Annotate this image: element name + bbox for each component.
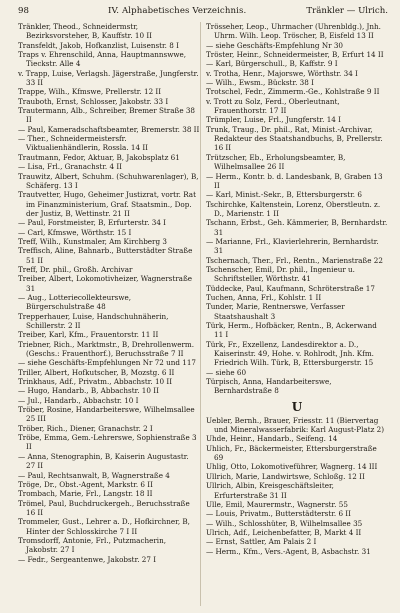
directory-entry: — Aug., Lotteriecollekteurswe, Bürgerschulstraße 48	[18, 292, 132, 312]
directory-entry: Trunk, Traug., Dr. phil., Rat, Minist.-Archivar, Redakteur des Staatshandbuchs, B, Prellerstr. 16 II	[206, 124, 383, 153]
directory-entry: Tschenscher, Emil, Dr. phil., Ingenieur u. Schriftsteller, Wörthstr. 41	[206, 264, 355, 284]
directory-entry: Tröbe, Emma, Gem.-Lehrerswe, Sophienstraße 3 II	[18, 433, 197, 452]
directory-entry: Trotschel, Fedr., Zimmerm.-Ge., Kohlstraße 9 II	[206, 87, 380, 97]
directory-entry: Treffisch, Aline, Bahnarb., Butterstädter Straße 51 II	[18, 246, 193, 265]
directory-entry: — Hugo, Handarb., B, Abbachstr. 10 II	[18, 386, 159, 396]
directory-entry: Tröge, Dr., Obst.-Agent, Markstr. 6 II	[18, 479, 153, 489]
directory-entry: Trommeler, Gust., Lehrer a. D., Hofkirchner, B, Hinter der Schlosskirche 7 I II	[18, 517, 190, 536]
directory-entry: Trauboth, Ernst, Schlosser, Jakobstr. 33 I	[18, 96, 169, 106]
directory-entry: Tschernach, Ther., Frl., Rentn., Marienstraße 22	[206, 255, 383, 265]
directory-entry: — Paul, Kameradschaftsbeamter, Bremerstr. 38 II	[18, 124, 200, 134]
directory-entry: Treiber, Karl, Kfm., Frauentorstr. 11 II	[18, 330, 159, 340]
directory-entry: — Paul, Forstmeister, B, Erfurterstr. 34 I	[18, 218, 167, 228]
directory-entry: Türk, Fr., Exzellenz, Landesdirektor a. D., Kaiserinstr. 49, Hohe. v. Rohlrodt, Jnh. Kfm. Friedrich Wilh. Türk, B, Ettersburgerstr. 15	[206, 339, 374, 368]
directory-entry: Trömel, Paul, Buchdruckergeh., Beruchsstraße 16 II	[18, 498, 190, 517]
directory-entry: Trümpler, Luise, Frl., Jungferstr. 14 I	[206, 115, 341, 125]
directory-entry: Trappe, Wilh., Kfmswe, Prellerstr. 12 II	[18, 87, 162, 97]
directory-entry: — Carl, Kfmswe, Wörthstr. 15 I	[18, 227, 132, 237]
directory-entry: — Jul., Handarb., Abbachstr. 10 I	[18, 395, 139, 405]
directory-entry: Türpisch, Anna, Handarbeiterswe, Bernhardstraße 8	[206, 377, 332, 396]
directory-entry: Tröber, Rosine, Handarbeiterswe, Wilhelmsallee 25 III	[18, 405, 195, 424]
directory-entry: Tränkler, Theod., Schneidermstr, Bezirksvorsteher, B, Kauffstr. 10 II	[18, 22, 152, 41]
section-letter-heading: U	[291, 399, 303, 414]
directory-entry: — Anna, Stenographin, B, Kaiserin Augustastr. 27 II	[18, 451, 189, 471]
directory-entry: Tuchen, Anna, Frl., Kohlstr. 1 II	[206, 292, 322, 302]
directory-entry: — Louis, Privatm., Butterstädterstr. 6 II	[206, 509, 351, 519]
directory-entry: — Wilh., Schlosshüter, B, Wilhelmsallee 35	[206, 518, 363, 528]
directory-entry: Tüddecke, Paul, Kaufmann, Schröterstraße 17	[206, 283, 375, 293]
directory-entry: Tschann, Erbst., Geh. Kämmerier, B, Bernhardstr. 31	[206, 218, 388, 237]
directory-entry: Triebner, Rich., Marktmstr., B, Drehrollenwerm. (Geschs.: Frauenthorf.), Beruchsstraße 7 II	[18, 339, 195, 359]
column-divider	[200, 22, 201, 606]
directory-entry: Ulle, Emil, Maurermstr., Wagnerstr. 55	[206, 499, 348, 509]
directory-entry: Treff, Dr. phil., Großh. Archivar	[18, 264, 133, 274]
directory-entry: — Ernst, Sattler, Am Palais 2 I	[206, 537, 317, 547]
directory-entry: — Marianne, Frl., Klavierlehrerin, Bernhardstr. 31	[206, 236, 379, 256]
directory-entry: Trautermann, Alb., Schreiber, Bremer Straße 38 II	[18, 106, 196, 125]
directory-entry: Treff, Wilh., Kunstmaler, Am Kirchberg 3	[18, 236, 167, 246]
directory-entry: Treiber, Albert, Lokomotivheizer, Wagnerstraße 31	[18, 274, 193, 293]
page-header	[18, 5, 388, 17]
directory-entry: v. Trott zu Solz, Ferd., Oberleutnant, Frauenthorstr. 17 II	[206, 96, 340, 116]
directory-entry: — Ther., Schneidermeistersfr. Viktualienhändlerin, Rossla. 14 II	[18, 134, 149, 153]
directory-entry: v. Trapp, Luise, Verlagsh. Jägerstraße, Jungferstr. 33 II	[18, 68, 199, 88]
directory-entry: Tromsdorff, Antonie, Frl., Putzmacherin, Jakobstr. 27 I	[18, 535, 167, 555]
left-column	[18, 22, 200, 564]
directory-entry: — siehe Geschäfts-Empfehlungen Nr 72 und 117	[18, 358, 197, 368]
directory-entry: — Herm., Kontr. b. d. Landesbank, B, Graben 13 II	[206, 171, 383, 190]
directory-entry: Türk, Herm., Hofbäcker, Rentn., B, Ackerwand 11 I	[206, 321, 377, 340]
directory-entry: Transfeldt, Jakob, Hofkanzlist, Luisenstr. 8 I	[18, 40, 179, 50]
directory-entry: — siehe 60	[206, 367, 247, 377]
directory-entry: — Lisa, Frl., Granachstr. 4 II	[18, 162, 123, 172]
page-title: IV. Alphabetisches Verzeichnis.	[108, 6, 247, 16]
right-column	[206, 22, 388, 556]
directory-entry: Traps v. Ehrenschild, Anna, Hauptmannswwe, Tieckstr. Alle 4	[18, 50, 187, 69]
directory-entry: Trösseher, Leop., Uhrmacher (Uhrenbldg.), Jnh. Uhrm. Wilh. Leop. Tröscher, B, Eisfeld 13 II	[206, 22, 381, 41]
directory-entry: Trombach, Marie, Frl., Langstr. 18 II	[18, 489, 153, 499]
directory-entry: Tschirchke, Kaltenstein, Lorenz, Oberstleutn. z. D., Marienstr. 1 II	[206, 199, 381, 218]
directory-entry: Triller, Albert, Hofkutscher, B, Mozstg. 6 II	[18, 367, 175, 377]
directory-entry: Trinkhaus, Adf., Privatm., Abbachstr. 10 II	[18, 377, 173, 387]
directory-entry: — Karl, Minist.-Sekr., B, Ettersburgerstr. 6	[206, 190, 362, 200]
directory-entry: Tröber, Rich., Diener, Granachstr. 2 I	[18, 423, 153, 433]
directory-entry: — Paul, Rechtsanwalt, B, Wagnerstraße 4	[18, 470, 170, 480]
directory-entry: Ullrich, Albin, Kreisgeschäftsleiter, Erfurterstraße 31 II	[206, 481, 334, 500]
directory-entry: Tunder, Marie, Rentnerswe, Verfasser Staatshaushalt 3	[206, 302, 345, 321]
directory-entry: — Wilh., Ewsm., Bückstr. 38 I	[206, 78, 314, 88]
directory-entry: Trauwitz, Albert, Schuhm. (Schuhwarenlager), B, Schäferg. 13 I	[18, 171, 199, 190]
directory-entry: — Karl, Bürgerschull., B, Kaffstr. 9 I	[206, 59, 338, 69]
directory-entry: Uhlig, Otto, Lokomotiveführer, Wagnerg. 14 III	[206, 462, 378, 472]
directory-entry: Trautvetter, Hugo, Geheimer Justizrat, vortr. Rat im Finanzministerium, Graf. Staatsmin., Dop. der Justiz, B, Wettinstr. 21 II	[18, 190, 196, 218]
directory-entry: Uhlich, Fr., Bäckermeister, Ettersburgerstraße 69	[206, 443, 377, 463]
directory-entry: — siehe Geschäfts-Empfehlung Nr 30	[206, 40, 343, 50]
directory-entry: Trepperhauer, Luise, Handschuhnäherin, Schillerstr. 2 II	[18, 311, 169, 330]
directory-entry: — Herm., Kfm., Vers.-Agent, B, Asbachstr. 31	[206, 546, 371, 556]
directory-entry: Trautmann, Fedor, Aktuar, B, Jakobsplatz 61	[18, 152, 180, 162]
directory-entry: Uhde, Heinr., Handarb., Seifeng. 14	[206, 434, 338, 444]
directory-entry: Tröster, Heinr., Schneidermeister, B, Erfurt 14 II	[206, 50, 384, 60]
page-range: Tränkler — Ulrich.	[306, 6, 388, 16]
directory-entry: v. Trotha, Henr., Majorswe, Wörthstr. 34 I	[206, 68, 358, 78]
directory-entry: Ulrich, Adf., Leichenbefatter, B, Markt 4 II	[206, 527, 362, 537]
directory-entry: Uebler, Bernh., Brauer, Friesstr. 11 (Biervertag und Mineralwasserfabrik: Karl August-Platz 2)	[206, 415, 385, 435]
page-number: 98	[18, 6, 29, 16]
directory-entry: Ullrich, Marie, Landwirtswe, Schloßg. 12 II	[206, 471, 365, 481]
directory-entry: Trützscher, Eb., Erholungsbeamter, B, Wilhelmsallee 26 II	[206, 152, 346, 172]
directory-entry: — Fedr., Sergeantenwe, Jakobstr. 27 I	[18, 554, 157, 564]
